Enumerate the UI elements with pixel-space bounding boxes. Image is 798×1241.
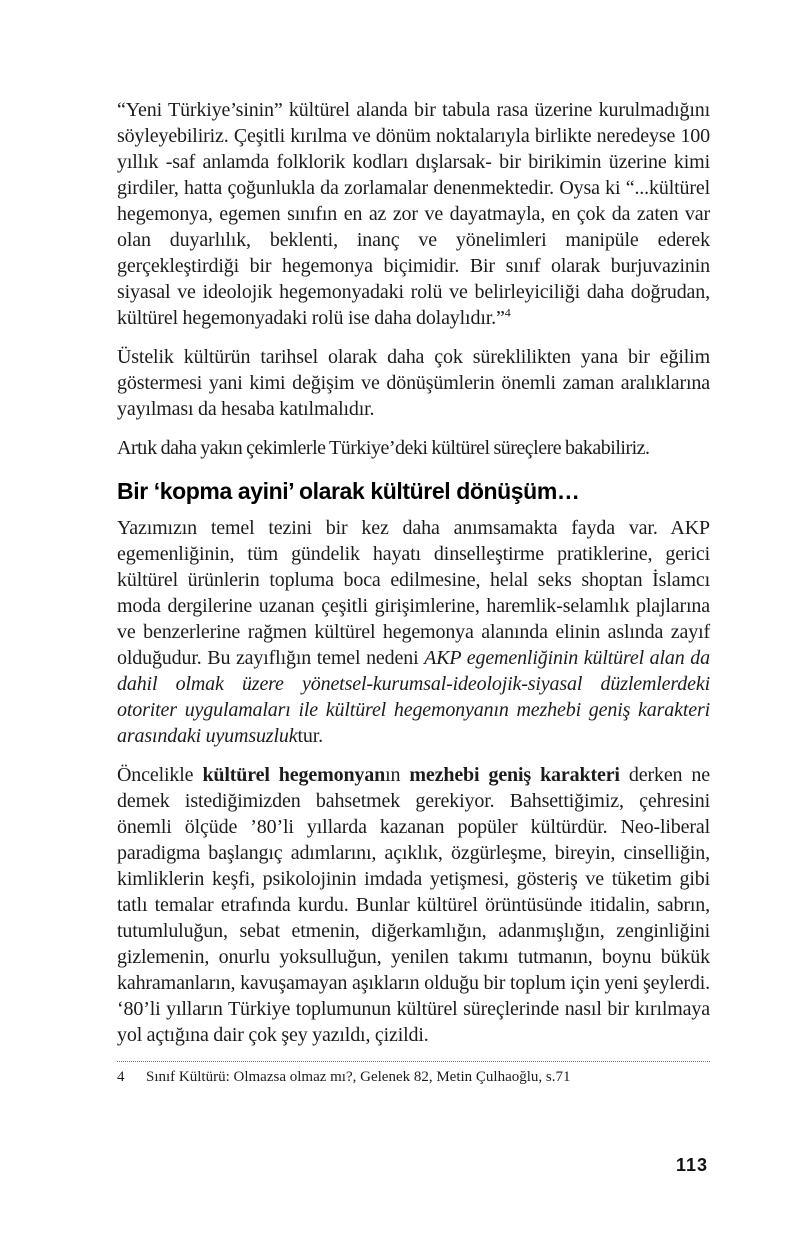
footnote — [117, 1067, 710, 1087]
page-body — [117, 97, 710, 1087]
paragraph-5: Öncelikle kültürel hegemonyanın mezhebi geniş karakteri derken ne demek istediğimizden bahsetmek gerekiyor. Bahsettiğimiz, çehresini önemli ölçüde ’80’li yıllarda kazanan popüler kültürdür. Neo-liberal paradigma başlangıç adımlarını, açıklık, özgürleşme, bireyin, cinselliğin, kimliklerin keşfi, psikolojinin imdada yetişmesi, gösteriş ve tüketim gibi tatlı temalar etrafında kurdu. Bunlar kültürel örüntüsünde itidalin, sabrın, tutumluluğun, sebat etmenin, diğerkamlığın, adanmışlığın, zenginliğini gizlemenin, onurlu yoksulluğun, yenilen takımı tutmanın, boynu bükük kahramanların, kavuşamayan aşıkların olduğu bir toplum için yeni şeylerdi. ‘80’li yılların Türkiye toplumunun kültürel süreçlerinde nasıl bir kırılmaya yol açtığına dair çok şey yazıldı, çizildi. — [117, 764, 710, 1046]
paragraph-3: Artık daha yakın çekimlerle Türkiye’deki kültürel süreçlere bakabiliriz. — [117, 437, 650, 459]
footnote-marker: 4 — [117, 1069, 125, 1085]
paragraph-4: Yazımızın temel tezini bir kez daha anımsamakta fayda var. AKP egemenliğinin, tüm gündelik hayatı dinselleştirme pratiklerine, gerici kültürel ürünlerin topluma boca edilmesine, helal seks shoptan İslamcı moda dergilerine uzanan çeşitli girişimlerine, haremlik-selamlık plajlarına ve benzerlerine rağmen kültürel hegemonya alanında elinin aslında zayıf olduğudur. Bu zayıflığın temel nedeni AKP egemenliğinin kültürel alan da dahil olmak üzere yönetsel-kurumsal-ideolojik-siyasal düzlemlerdeki otoriter uygulamaları ile kültürel hegemonyanın mezhebi geniş karakteri arasındaki uyumsuzluktur. — [117, 517, 710, 747]
section-heading: Bir ‘kopma ayini’ olarak kültürel dönüşüm… — [117, 478, 580, 504]
page-number: 113 — [675, 1155, 708, 1175]
paragraph-1: “Yeni Türkiye’sinin” kültürel alanda bir tabula rasa üzerine kurulmadığını söyleyebiliriz. Çeşitli kırılma ve dönüm noktalarıyla birlikte neredeyse 100 yıllık -saf anlamda folklorik kodları dışlarsak- bir birikimin üzerine kimi girdiler, hatta çoğunlukla da zorlamalar denenmektedir. Oysa ki “...kültürel hegemonya, egemen sınıfın en az zor ve dayatmayla, en çok da zaten var olan duyarlılık, beklenti, inanç ve yönelimleri manipüle ederek gerçekleştirdiği bir hegemonya biçimidir. Bir sınıf olarak burjuvazinin siyasal ve ideolojik hegemonyadaki rolü ve belirleyiciliği daha doğrudan, kültürel hegemonyadaki rolü ise daha dolaylıdır.”$^4$ — [117, 99, 710, 329]
paragraph-2: Üstelik kültürün tarihsel olarak daha çok süreklilikten yana bir eğilim göstermesi yani kimi değişim ve dönüşümlerin önemli zaman aralıklarına yayılması da hesaba katılmalıdır. — [117, 346, 710, 420]
footnote-text: Sınıf Kültürü: Olmazsa olmaz mı?, Gelenek 82, Metin Çulhaoğlu, s.71 — [146, 1069, 571, 1085]
footnote-block — [117, 1061, 710, 1087]
